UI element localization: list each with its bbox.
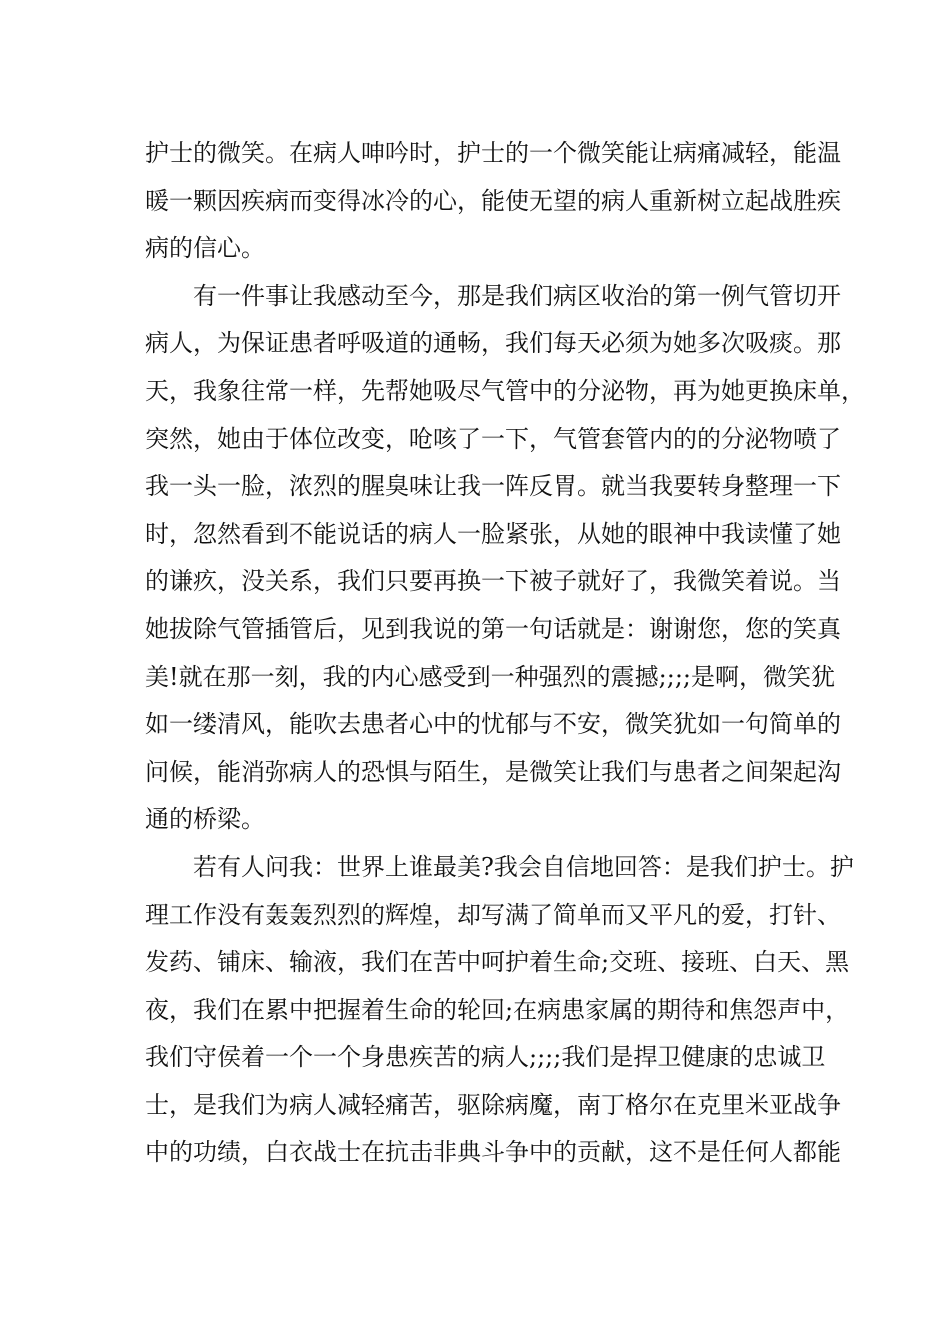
text-line: 美!就在那一刻，我的内心感受到一种强烈的震撼;;;;是啊，微笑犹 bbox=[145, 662, 835, 691]
text-line: 问候，能消弥病人的恐惧与陌生，是微笑让我们与患者之间架起沟 bbox=[145, 757, 841, 786]
paragraph bbox=[145, 273, 865, 844]
text-line: 夜，我们在累中把握着生命的轮回;在病患家属的期待和焦怨声中， bbox=[145, 995, 850, 1024]
document-body bbox=[145, 130, 865, 1177]
text-line: 的谦疚，没关系，我们只要再换一下被子就好了，我微笑着说。当 bbox=[145, 567, 841, 596]
text-line: 护士的微笑。在病人呻吟时，护士的一个微笑能让病痛减轻，能温 bbox=[145, 139, 841, 167]
text-line: 突然，她由于体位改变，呛咳了一下，气管套管内的的分泌物喷了 bbox=[145, 424, 841, 453]
text-line: 士，是我们为病人减轻痛苦，驱除病魔，南丁格尔在克里米亚战争 bbox=[145, 1090, 841, 1119]
text-line: 我一头一脸，浓烈的腥臭味让我一阵反胃。就当我要转身整理一下 bbox=[145, 472, 841, 501]
text-line: 病人，为保证患者呼吸道的通畅，我们每天必须为她多次吸痰。那 bbox=[145, 329, 841, 358]
text-line: 如一缕清风，能吹去患者心中的忧郁与不安，微笑犹如一句简单的 bbox=[145, 710, 841, 739]
text-line: 病的信心。 bbox=[145, 234, 265, 263]
text-line: 时，忽然看到不能说话的病人一脸紧张，从她的眼神中我读懂了她 bbox=[145, 519, 841, 548]
paragraph bbox=[145, 844, 854, 1177]
text-line: 通的桥梁。 bbox=[145, 805, 265, 834]
text-line: 中的功绩，白衣战士在抗击非典斗争中的贡献，这不是任何人都能 bbox=[145, 1138, 841, 1167]
text-line: 天，我象往常一样，先帮她吸尽气管中的分泌物，再为她更换床单， bbox=[145, 376, 865, 405]
text-line: 暖一颗因疾病而变得冰冷的心，能使无望的病人重新树立起战胜疾 bbox=[145, 186, 841, 215]
text-line: 理工作没有轰轰烈烈的辉煌，却写满了简单而又平凡的爱，打针、 bbox=[145, 900, 841, 929]
text-line: 有一件事让我感动至今，那是我们病区收治的第一例气管切开 bbox=[193, 281, 841, 310]
text-line: 发药、铺床、输液，我们在苦中呵护着生命;交班、接班、白天、黑 bbox=[145, 948, 850, 977]
text-line: 她拔除气管插管后，见到我说的第一句话就是：谢谢您，您的笑真 bbox=[145, 614, 841, 643]
text-line: 若有人问我：世界上谁最美?我会自信地回答：是我们护士。护 bbox=[193, 852, 854, 881]
paragraph bbox=[145, 130, 841, 273]
text-line: 我们守侯着一个一个身患疾苦的病人;;;;我们是捍卫健康的忠诚卫 bbox=[145, 1043, 826, 1072]
